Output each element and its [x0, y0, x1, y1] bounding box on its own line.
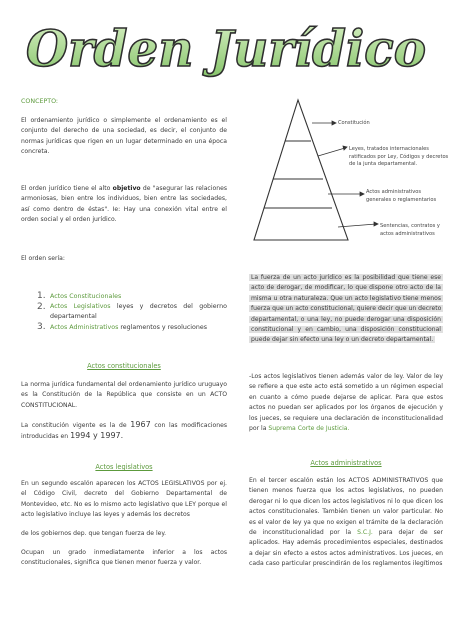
list-item: 3. Actos Administrativos reglamentos y resoluciones	[37, 322, 208, 332]
pyramid-label-sentencias: Sentencias, contratos y actos administrativos	[380, 223, 440, 237]
pyramid-label-leyes: Leyes, tratados internacionales ratificados por Ley, Códigos y decretos de la junta departamental.	[349, 146, 449, 168]
scj-link: Suprema Corte de Justicia.	[268, 425, 350, 433]
svg-text:Orden Jurídico: Orden Jurídico	[26, 19, 426, 78]
orden-sera-label: El orden sería:	[21, 255, 65, 262]
list-item: 2. Actos Legislativos leyes y decretos del gobierno departamental	[37, 302, 227, 320]
constitucionales-heading: Actos constitucionales	[87, 362, 161, 370]
page-title	[0, 0, 453, 90]
concept-paragraph-1: El ordenamiento jurídico o simplemente el ordenamiento es el conjunto del derecho de una sociedad, es decir, el conjunto de normas jurídicas que rigen en un lugar determinado en una época concreta.	[21, 117, 227, 156]
concept-paragraph-2: El orden jurídico tiene el alto objetivo de "asegurar las relaciones armoniosas, bien entre los individuos, bien entre las sociedades, así como dentro de éstas". Ie: Hay una conexión vital entre el orden social y el orden jurídico.	[21, 185, 227, 224]
legislativos-heading: Actos legislativos	[95, 463, 153, 471]
fuerza-paragraph-2: -Los actos legislativos tienen además valor de ley. Valor de ley se refiere a que este acto está sometido a un régimen especial en cuanto a cómo puede dejarse de aplicar. Para que estos actos no puedan ser aplicados por los órganos de ejecución y los jueces, se requiere una declaración de inconstitucionalidad por la Suprema Corte de Justicia.	[249, 373, 443, 433]
legislativos-paragraph-3: Ocupan un grado inmediatamente inferior a los actos constitucionales, significa que tienen menor fuerza y valor.	[21, 549, 227, 567]
constitucionales-paragraph-1: La norma jurídica fundamental del ordenamiento jurídico uruguayo es la Constitución de la República que consiste en un ACTO CONSTITUCIONAL.	[21, 381, 227, 409]
concept-label: CONCEPTO:	[21, 98, 59, 105]
objetivo-bold: objetivo	[112, 185, 141, 192]
orden-list	[37, 291, 227, 333]
pyramid-label-constitucion: Constitución	[338, 120, 370, 126]
fuerza-paragraph-highlighted: La fuerza de un acto jurídico es la posibilidad que tiene ese acto de derogar, de modificar, lo que dispone otro acto de la misma u otra naturaleza. Que un acto legislativo tiene menos fuerza que un acto constitucional, quiere decir que un decreto departamental, o una ley, no puede derogar una disposición constitucional y en cambio, una disposición constitucional puede dejar sin efecto una ley o un decreto departamental.	[251, 274, 442, 344]
administrativos-heading: Actos administrativos	[310, 459, 382, 467]
legislativos-paragraph-1: En un segundo escalón aparecen los ACTOS LEGISLATIVOS por ej. el Código Civil, decreto del Gobierno Departamental de Montevideo, etc. No es lo mismo acto legislativo que LEY porque el acto legislativo incluye las leyes y además los decretos	[21, 480, 227, 519]
legislativos-paragraph-2: de los gobiernos dep. que tengan fuerza de ley.	[21, 530, 167, 537]
list-item: 1. Actos Constitucionales	[37, 291, 122, 301]
administrativos-paragraph: En el tercer escalón están los ACTOS ADMINISTRATIVOS que tienen menos fuerza que los actos legislativos, no pueden derogar ni lo que dicen los actos legislativos ni lo que dicen los actos constitucionales. También tienen un valor particular. No es el valor de ley ya que no exigen el trámite de la declaración de inconstitucionalidad por la S.C.J. para dejar de ser aplicados. Hay además procedimientos especiales, destinados a dejar sin efecto a estos actos administrativos. Los jueces, en cada caso particular prescindirán de los reglamentos ilegítimos	[249, 477, 444, 568]
scj-abbrev: S.C.J.	[357, 529, 373, 537]
pyramid-label-reglamentarios: Actos administrativos generales o reglamentarios	[366, 189, 437, 203]
constitucionales-paragraph-2: La constitución vigente es la de 1967 con las modificaciones introducidas en 1994 y 1997.	[21, 420, 228, 441]
